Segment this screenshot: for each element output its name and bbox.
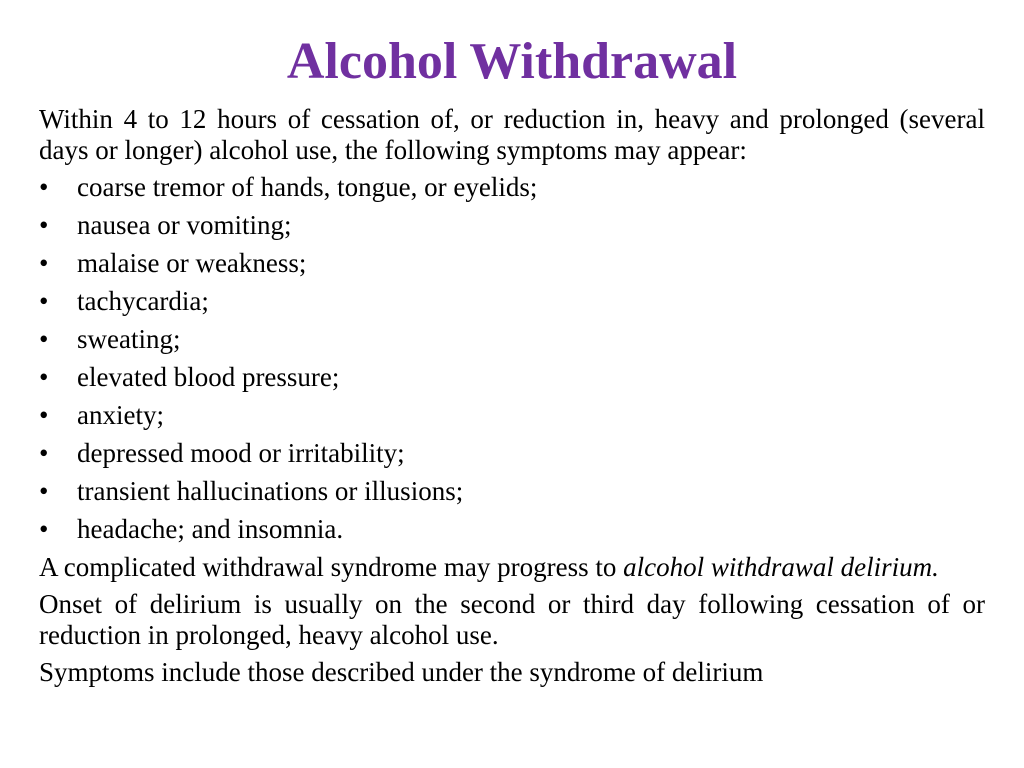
list-item [39, 248, 985, 279]
list-item [39, 324, 985, 355]
complication-text: A complicated withdrawal syndrome may progress to [39, 552, 624, 582]
onset-paragraph: Onset of delirium is usually on the second or third day following cessation of or reduction in prolonged, heavy alcohol use. [39, 589, 985, 650]
bullet-icon: • [39, 476, 49, 506]
list-item-text: malaise or weakness; [77, 248, 307, 278]
bullet-icon: • [39, 362, 49, 392]
list-item-text: anxiety; [77, 400, 164, 430]
bullet-icon: • [39, 514, 49, 544]
list-item-text: elevated blood pressure; [77, 362, 340, 392]
list-item-text: depressed mood or irritability; [77, 438, 405, 468]
list-item-text: headache; and insomnia. [77, 514, 344, 544]
list-item [39, 172, 985, 203]
list-item-text: transient hallucinations or illusions; [77, 476, 464, 506]
list-item [39, 362, 985, 393]
complication-italic-term: alcohol withdrawal delirium. [623, 552, 939, 582]
bullet-icon: • [39, 172, 49, 202]
slide-body [39, 104, 985, 694]
list-item-text: tachycardia; [77, 286, 209, 316]
list-item-text: coarse tremor of hands, tongue, or eyelids; [77, 172, 538, 202]
bullet-icon: • [39, 438, 49, 468]
list-item [39, 286, 985, 317]
bullet-icon: • [39, 248, 49, 278]
list-item [39, 210, 985, 241]
symptom-list [39, 172, 985, 545]
slide-title: Alcohol Withdrawal [286, 33, 738, 90]
list-item-text: nausea or vomiting; [77, 210, 292, 240]
list-item [39, 514, 985, 545]
bullet-icon: • [39, 324, 49, 354]
symptoms-paragraph: Symptoms include those described under the syndrome of delirium [39, 657, 764, 687]
bullet-icon: • [39, 286, 49, 316]
list-item [39, 400, 985, 431]
list-item [39, 438, 985, 469]
intro-paragraph: Within 4 to 12 hours of cessation of, or reduction in, heavy and prolonged (several days or longer) alcohol use, the following symptoms may appear: [39, 104, 985, 165]
list-item [39, 476, 985, 507]
list-item-text: sweating; [77, 324, 181, 354]
complication-paragraph [39, 552, 985, 583]
bullet-icon: • [39, 210, 49, 240]
bullet-icon: • [39, 400, 49, 430]
